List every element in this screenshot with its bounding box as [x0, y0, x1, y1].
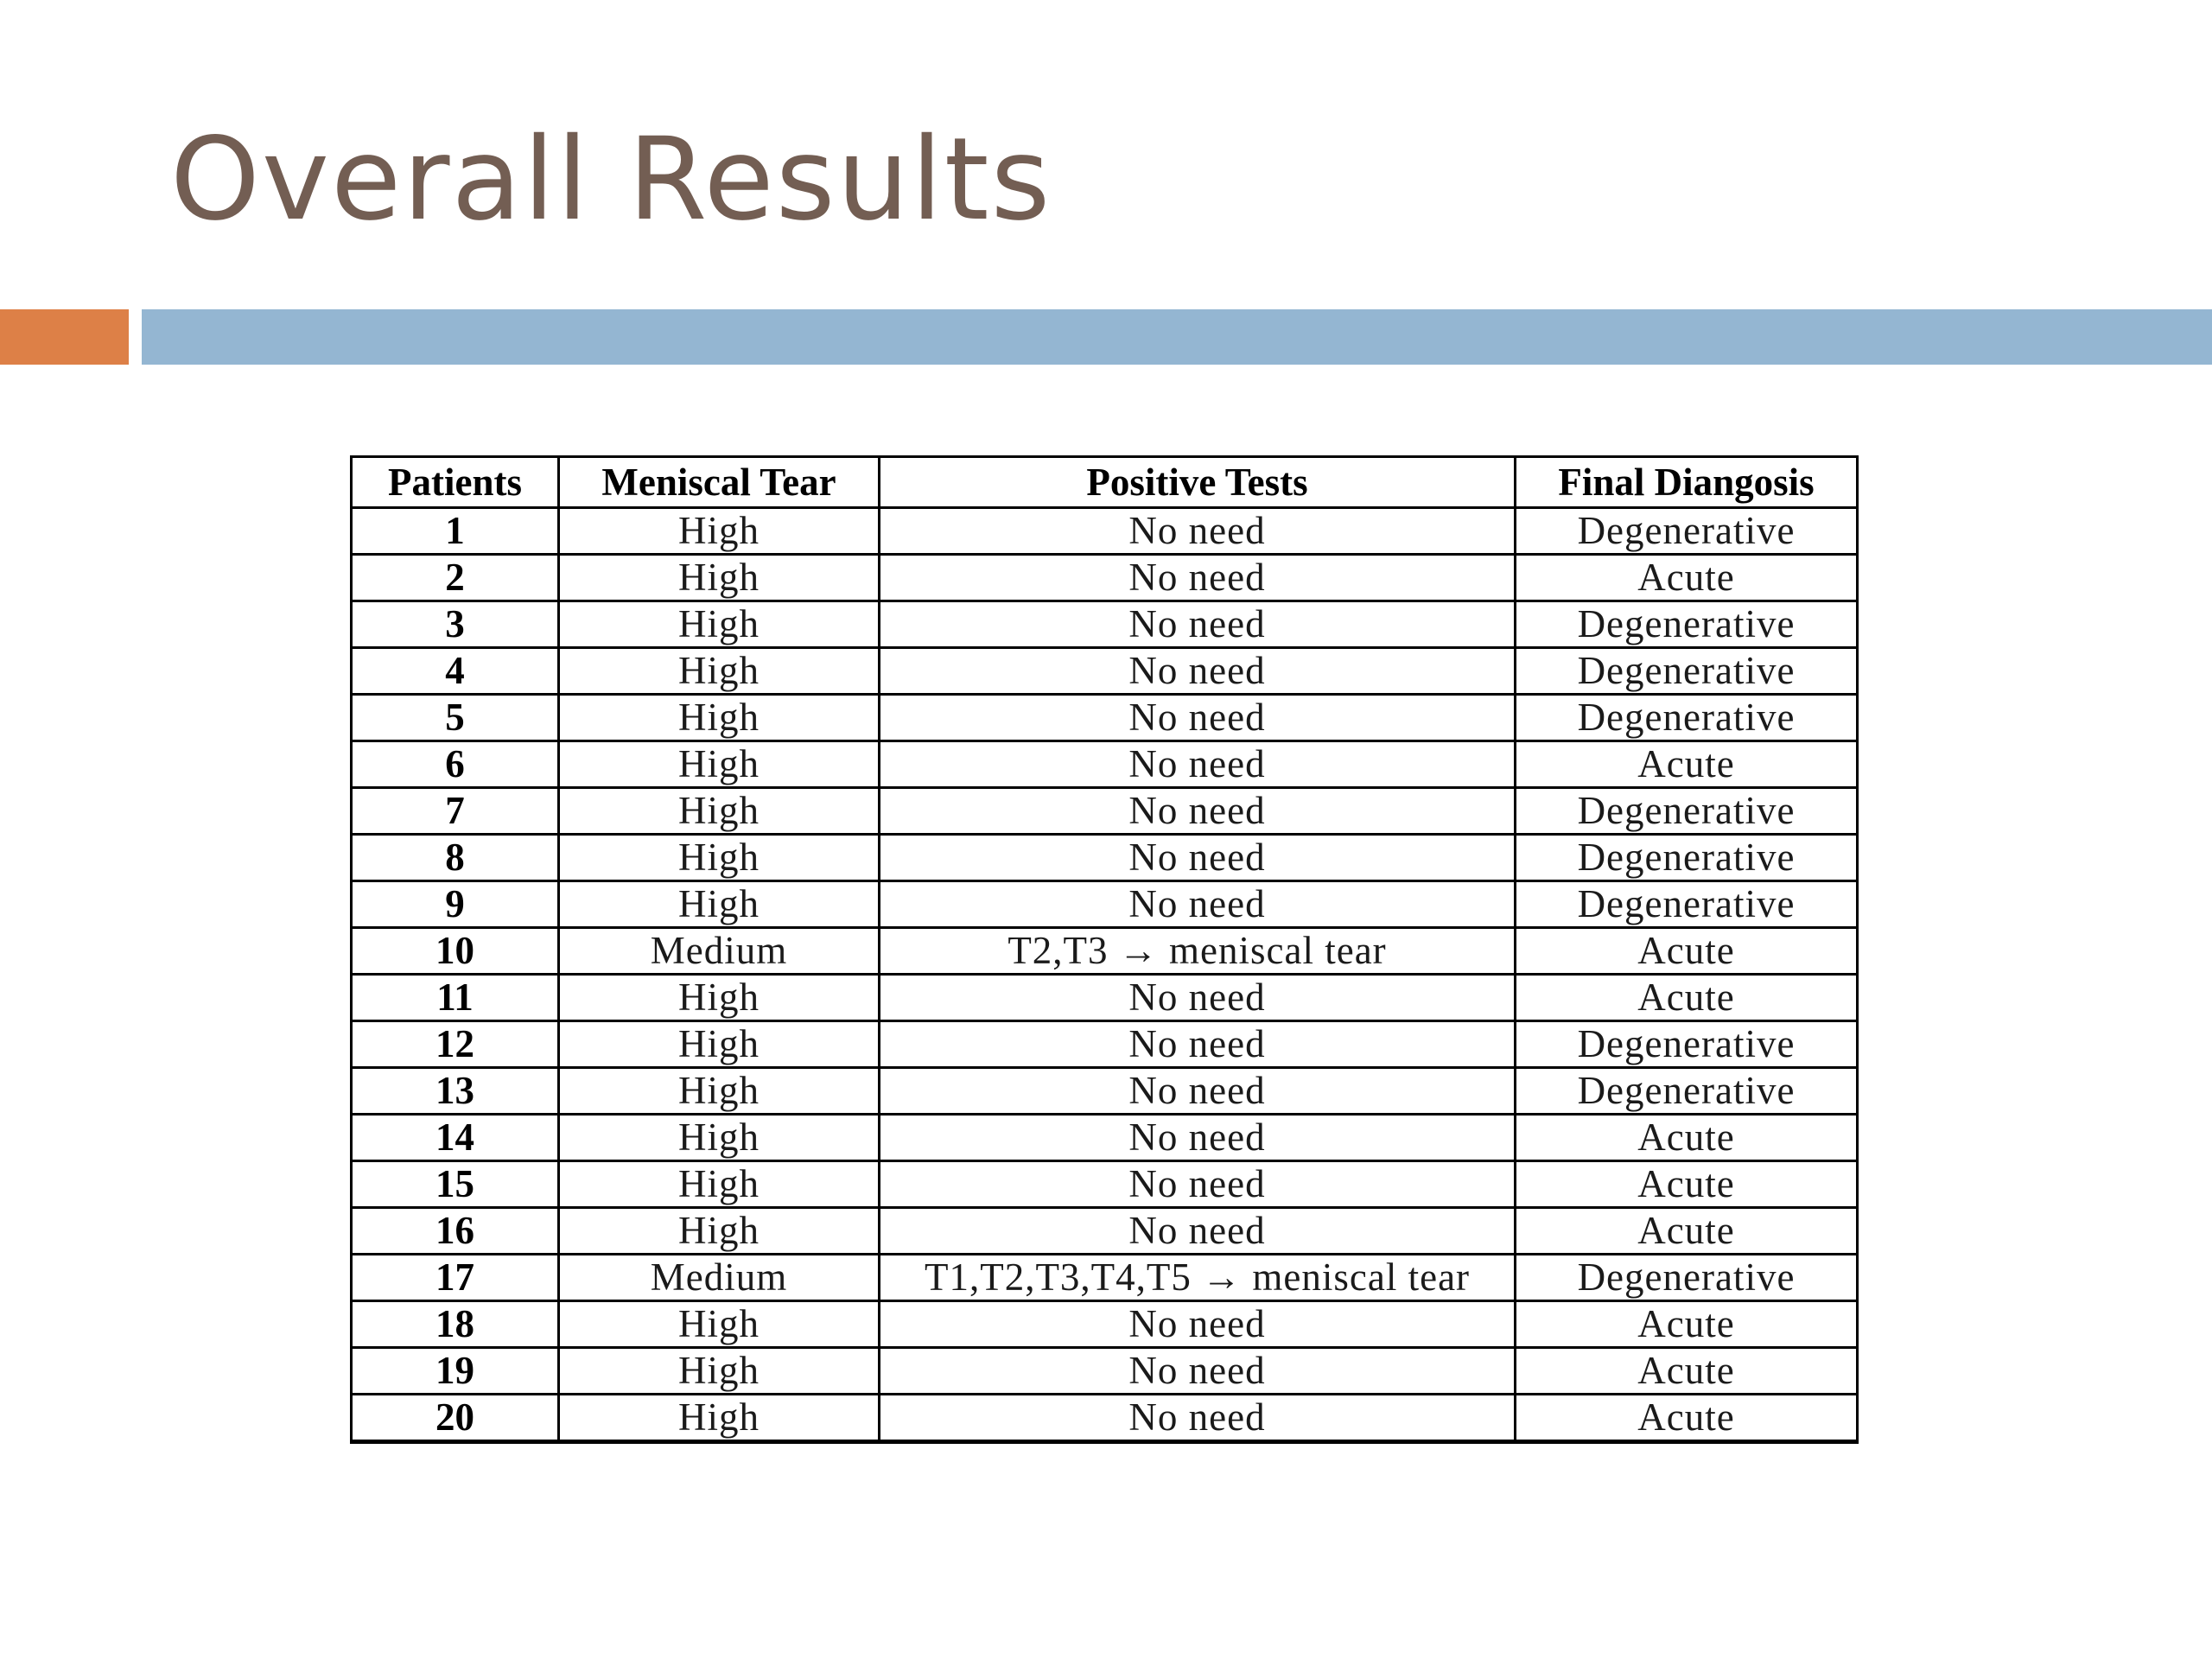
positive-tests-cell: No need [880, 975, 1516, 1021]
patient-id-cell: 2 [352, 555, 559, 601]
meniscal-tear-cell: High [559, 788, 880, 835]
table-row [352, 648, 1858, 695]
positive-tests-cell: T2,T3 → meniscal tear [880, 928, 1516, 975]
positive-tests-cell: No need [880, 1348, 1516, 1395]
positive-tests-cell: No need [880, 835, 1516, 881]
positive-tests-cell: No need [880, 648, 1516, 695]
patient-id-cell: 15 [352, 1161, 559, 1208]
meniscal-tear-cell: High [559, 1115, 880, 1161]
table-row [352, 601, 1858, 648]
meniscal-tear-cell: Medium [559, 1255, 880, 1301]
meniscal-tear-cell: High [559, 1161, 880, 1208]
positive-tests-cell: No need [880, 1395, 1516, 1442]
patient-id-cell: 18 [352, 1301, 559, 1348]
table-row [352, 741, 1858, 788]
table-row [352, 695, 1858, 741]
final-diagnosis-cell: Degenerative [1516, 695, 1858, 741]
accent-bar-blue [142, 309, 2212, 365]
positive-tests-cell: No need [880, 695, 1516, 741]
positive-tests-cell: No need [880, 1115, 1516, 1161]
table-row [352, 1395, 1858, 1442]
meniscal-tear-cell: High [559, 555, 880, 601]
final-diagnosis-cell: Degenerative [1516, 1021, 1858, 1068]
meniscal-tear-cell: High [559, 1068, 880, 1115]
meniscal-tear-cell: High [559, 1301, 880, 1348]
final-diagnosis-cell: Degenerative [1516, 881, 1858, 928]
final-diagnosis-cell: Acute [1516, 928, 1858, 975]
header-meniscal-tear: Meniscal Tear [559, 457, 880, 508]
final-diagnosis-cell: Acute [1516, 975, 1858, 1021]
header-row [352, 457, 1858, 508]
table-row [352, 788, 1858, 835]
positive-tests-cell: No need [880, 555, 1516, 601]
final-diagnosis-cell: Acute [1516, 1115, 1858, 1161]
patient-id-cell: 11 [352, 975, 559, 1021]
positive-tests-cell: No need [880, 1301, 1516, 1348]
header-final-diagnosis: Final Diangosis [1516, 457, 1858, 508]
table-row [352, 835, 1858, 881]
positive-tests-cell: T1,T2,T3,T4,T5 → meniscal tear [880, 1255, 1516, 1301]
positive-tests-cell: No need [880, 881, 1516, 928]
table-row [352, 1301, 1858, 1348]
meniscal-tear-cell: High [559, 1021, 880, 1068]
final-diagnosis-cell: Degenerative [1516, 508, 1858, 555]
meniscal-tear-cell: High [559, 835, 880, 881]
patient-id-cell: 7 [352, 788, 559, 835]
results-table-header [352, 457, 1858, 508]
positive-tests-cell: No need [880, 788, 1516, 835]
table-row [352, 555, 1858, 601]
final-diagnosis-cell: Acute [1516, 741, 1858, 788]
final-diagnosis-cell: Acute [1516, 1395, 1858, 1442]
meniscal-tear-cell: High [559, 1208, 880, 1255]
final-diagnosis-cell: Degenerative [1516, 648, 1858, 695]
positive-tests-cell: No need [880, 601, 1516, 648]
accent-bar-orange [0, 309, 129, 365]
patient-id-cell: 17 [352, 1255, 559, 1301]
table-row [352, 928, 1858, 975]
patient-id-cell: 14 [352, 1115, 559, 1161]
table-row [352, 1115, 1858, 1161]
results-table [350, 455, 1859, 1444]
final-diagnosis-cell: Degenerative [1516, 1068, 1858, 1115]
positive-tests-cell: No need [880, 508, 1516, 555]
results-table-body [352, 508, 1858, 1442]
patient-id-cell: 19 [352, 1348, 559, 1395]
patient-id-cell: 4 [352, 648, 559, 695]
patient-id-cell: 8 [352, 835, 559, 881]
header-positive-tests: Positive Tests [880, 457, 1516, 508]
final-diagnosis-cell: Degenerative [1516, 601, 1858, 648]
patient-id-cell: 5 [352, 695, 559, 741]
patient-id-cell: 6 [352, 741, 559, 788]
positive-tests-cell: No need [880, 1208, 1516, 1255]
meniscal-tear-cell: High [559, 508, 880, 555]
positive-tests-cell: No need [880, 1161, 1516, 1208]
patient-id-cell: 12 [352, 1021, 559, 1068]
meniscal-tear-cell: High [559, 1348, 880, 1395]
slide-title: Overall Results [170, 113, 1052, 246]
meniscal-tear-cell: High [559, 975, 880, 1021]
table-row [352, 1068, 1858, 1115]
meniscal-tear-cell: High [559, 648, 880, 695]
table-row [352, 881, 1858, 928]
final-diagnosis-cell: Acute [1516, 555, 1858, 601]
header-patients: Patients [352, 457, 559, 508]
meniscal-tear-cell: High [559, 881, 880, 928]
final-diagnosis-cell: Acute [1516, 1161, 1858, 1208]
positive-tests-cell: No need [880, 1068, 1516, 1115]
meniscal-tear-cell: High [559, 601, 880, 648]
table-row [352, 1208, 1858, 1255]
final-diagnosis-cell: Acute [1516, 1208, 1858, 1255]
final-diagnosis-cell: Acute [1516, 1301, 1858, 1348]
patient-id-cell: 3 [352, 601, 559, 648]
patient-id-cell: 9 [352, 881, 559, 928]
table-row [352, 1255, 1858, 1301]
final-diagnosis-cell: Degenerative [1516, 835, 1858, 881]
table-row [352, 1021, 1858, 1068]
table-row [352, 1348, 1858, 1395]
patient-id-cell: 16 [352, 1208, 559, 1255]
final-diagnosis-cell: Degenerative [1516, 788, 1858, 835]
positive-tests-cell: No need [880, 741, 1516, 788]
meniscal-tear-cell: High [559, 741, 880, 788]
table-row [352, 1161, 1858, 1208]
patient-id-cell: 10 [352, 928, 559, 975]
positive-tests-cell: No need [880, 1021, 1516, 1068]
patient-id-cell: 1 [352, 508, 559, 555]
patient-id-cell: 20 [352, 1395, 559, 1442]
meniscal-tear-cell: Medium [559, 928, 880, 975]
table-row [352, 975, 1858, 1021]
meniscal-tear-cell: High [559, 1395, 880, 1442]
patient-id-cell: 13 [352, 1068, 559, 1115]
final-diagnosis-cell: Degenerative [1516, 1255, 1858, 1301]
final-diagnosis-cell: Acute [1516, 1348, 1858, 1395]
table-row [352, 508, 1858, 555]
meniscal-tear-cell: High [559, 695, 880, 741]
